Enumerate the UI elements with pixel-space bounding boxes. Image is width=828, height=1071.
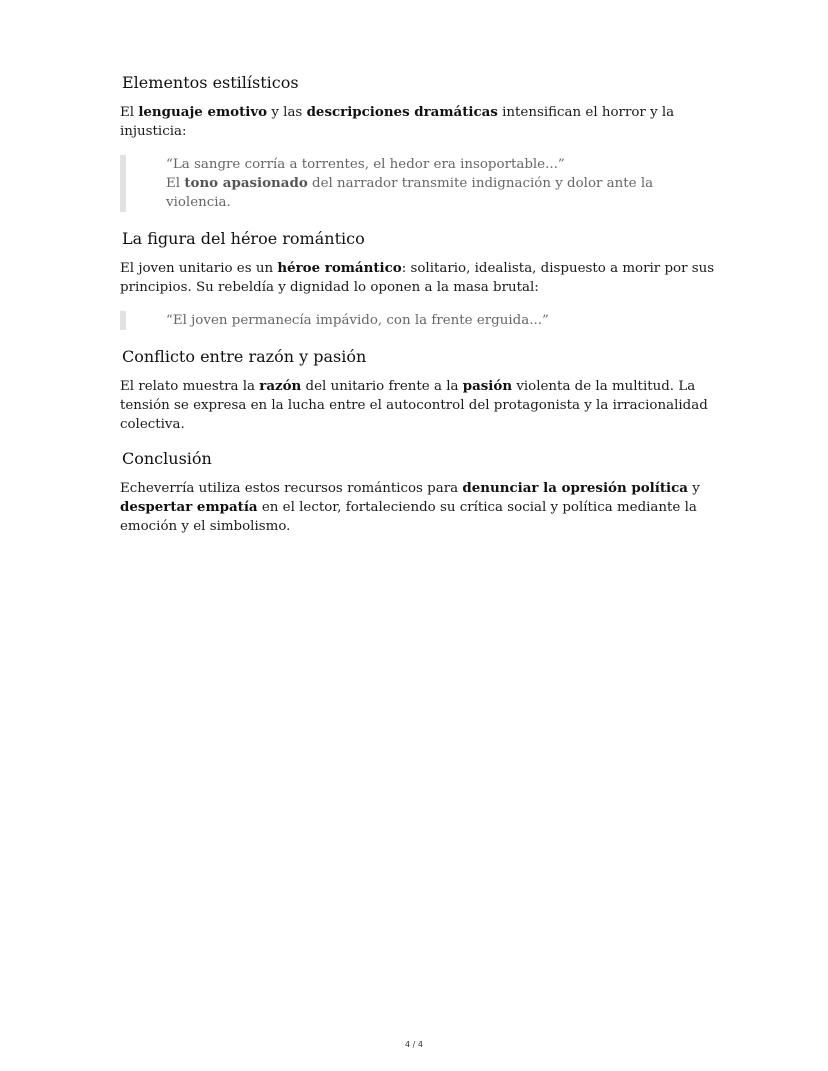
- text-run: y las: [267, 105, 307, 120]
- text-run: El: [120, 105, 139, 120]
- bold-text-heroe-romantico: héroe romántico: [277, 260, 402, 276]
- text-run: violenta de la multitud. La tensión se expresa en la lucha entre el autocontrol del protagonista y la irracionalidad colectiva.: [120, 379, 708, 432]
- text-run: intensifican el horror y la injusticia:: [120, 105, 675, 139]
- text-run: en el lector, fortaleciendo su crítica social y política mediante la emoción y el simbolismo.: [120, 500, 697, 534]
- bold-text-lenguaje-emotivo: lenguaje emotivo: [138, 104, 268, 120]
- text-run: Echeverría utiliza estos recursos románticos para: [120, 481, 463, 496]
- text-run: El relato muestra la: [120, 379, 260, 394]
- bold-text-pasion: pasión: [462, 378, 513, 394]
- section-paragraph-heroe-romantico: [120, 259, 720, 297]
- section-paragraph-elementos-estilisticos: [120, 103, 720, 141]
- blockquote-sangre: [120, 155, 720, 212]
- text-run: : solitario, idealista, dispuesto a morir por sus principios. Su rebeldía y dignidad lo oponen a la masa brutal:: [120, 261, 715, 295]
- section-heading-heroe-romantico: La figura del héroe romántico: [122, 229, 365, 248]
- bold-text-descripciones-dramaticas: descripciones dramáticas: [306, 104, 498, 120]
- text-run: El: [166, 176, 185, 191]
- section-paragraph-razon-pasion: [120, 377, 720, 434]
- section-heading-razon-pasion: Conflicto entre razón y pasión: [122, 347, 367, 366]
- section-heading-conclusion: Conclusión: [122, 449, 212, 468]
- section-paragraph-conclusion: [120, 479, 720, 536]
- bold-text-denunciar-opresion: denunciar la opresión política: [462, 480, 688, 496]
- blockquote-joven: [120, 311, 720, 330]
- document-page: [120, 72, 720, 550]
- text-run: del narrador transmite indignación y dolor ante la violencia.: [166, 176, 654, 210]
- quote-commentary: [166, 174, 720, 212]
- bold-text-despertar-empatia: despertar empatía: [120, 499, 258, 515]
- section-heading-elementos-estilisticos: Elementos estilísticos: [122, 73, 299, 92]
- bold-text-tono-apasionado: tono apasionado: [184, 175, 308, 191]
- page-number: 4 / 4: [405, 1040, 423, 1049]
- text-run: y: [687, 481, 700, 496]
- bold-text-razon: razón: [259, 378, 302, 394]
- quote-line: “El joven permanecía impávido, con la frente erguida...”: [166, 313, 549, 328]
- text-run: El joven unitario es un: [120, 261, 278, 276]
- quote-line: “La sangre corría a torrentes, el hedor era insoportable...”: [166, 157, 565, 172]
- text-run: del unitario frente a la: [301, 379, 463, 394]
